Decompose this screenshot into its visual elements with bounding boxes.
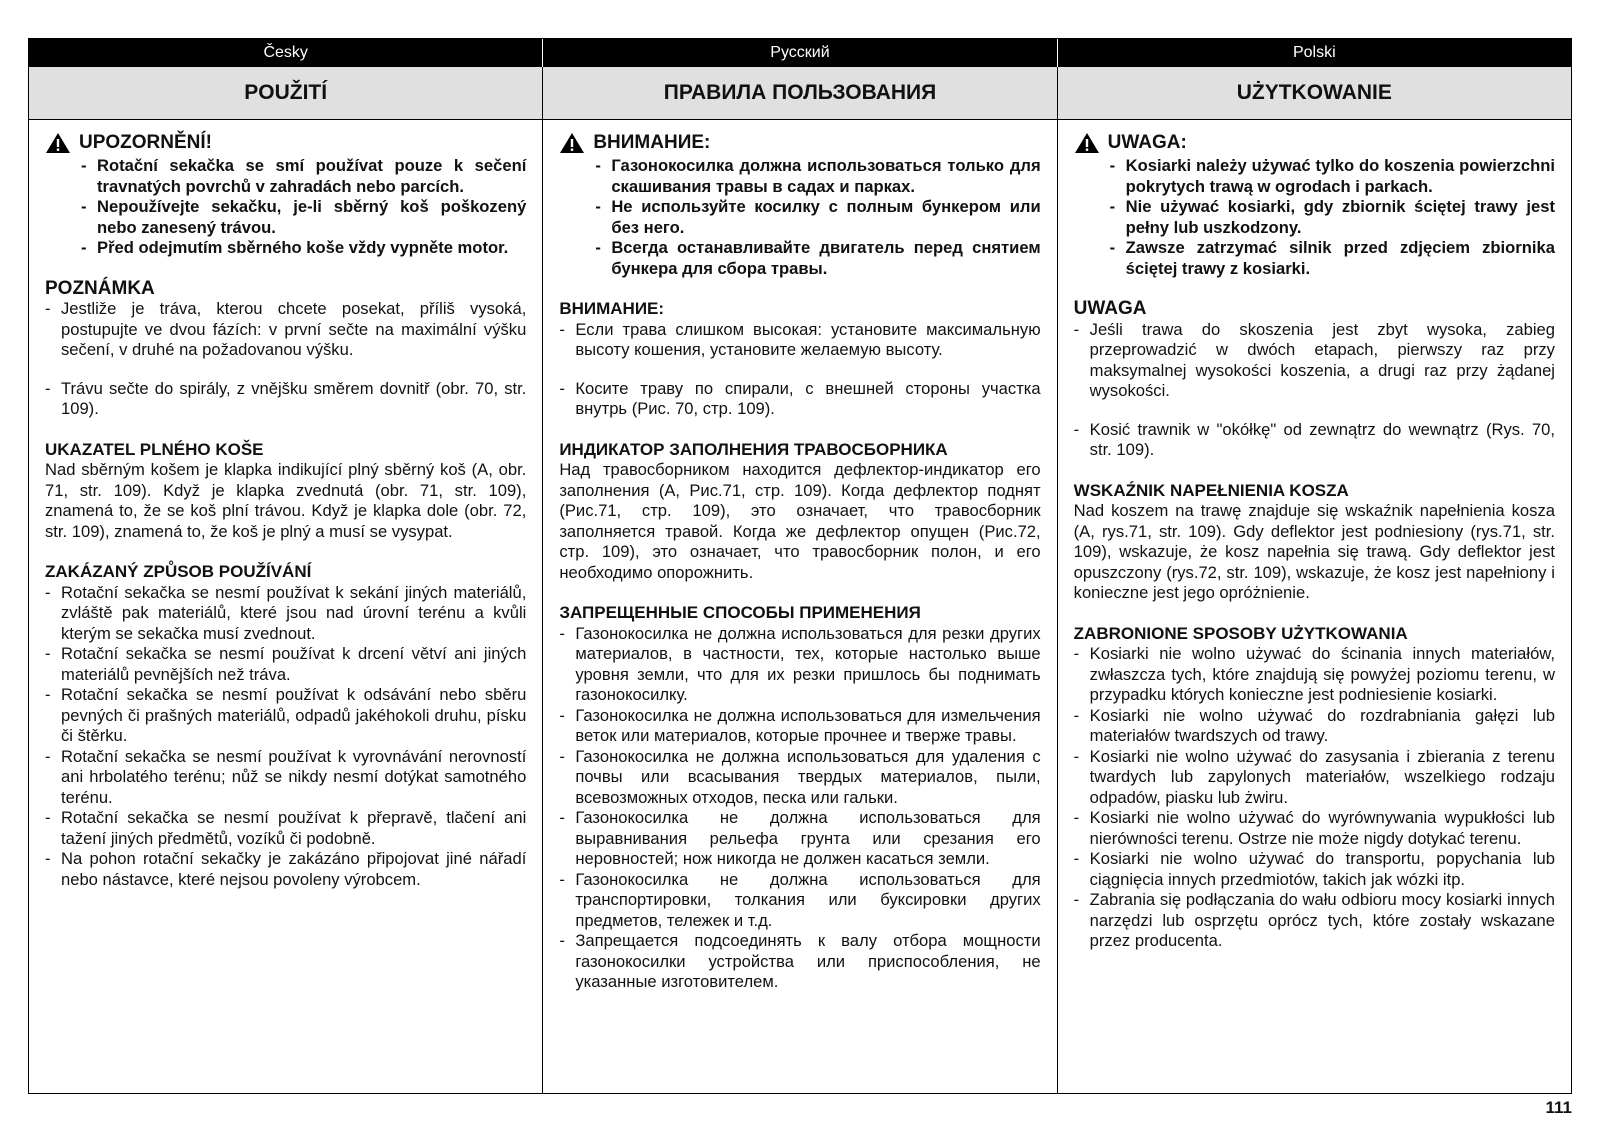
section-title-row — [29, 67, 1571, 120]
forbidden-item: - Газонокосилка не должна использоваться для резки других материалов, в частности, тех, которые настолько выше уровня земли, что для их резки пришлось бы поднимать газонокосилку. — [559, 624, 1040, 706]
warning-item: - Nepoužívejte sekačku, je-li sběrný koš poškozený nebo zanesený trávou. — [81, 197, 526, 238]
note-item: - Jeśli trawa do skoszenia jest zbyt wysoka, zabieg przeprowadzić w dwóch etapach, pierwszy raz przy maksymalnej wysokości koszenia, a drugi raz przy żądanej wysokości. — [1074, 320, 1555, 402]
note-heading: POZNÁMKA — [45, 277, 155, 299]
warning-list — [81, 156, 526, 259]
warning-item: - Před odejmutím sběrného koše vždy vypněte motor. — [81, 238, 526, 259]
content-columns — [29, 120, 1571, 1094]
warning-heading — [559, 132, 1040, 154]
forbidden-item: - Kosiarki nie wolno używać do rozdrabniania gałęzi lub materiałów twardszych od trawy. — [1074, 706, 1555, 747]
note-list — [45, 299, 526, 420]
forbidden-heading: ZAKÁZANÝ ZPŮSOB POUŽÍVÁNÍ — [45, 562, 312, 581]
forbidden-item: - Запрещается подсоединять к валу отбора мощности газонокосилки устройства или приспособления, не указанные изготовителем. — [559, 931, 1040, 993]
indicator-text: Над травосборником находится дефлектор-индикатор его заполнения (A, Рис.71, стр. 109). Когда дефлектор поднят (Рис.71, стр. 109), это означает, что травосборник заполняется травой. Когда же дефлектор опущен (Рис.72, стр. 109), это означает, что травосборник полон, и его необходимо опорожнить. — [559, 460, 1041, 582]
warning-heading — [45, 132, 526, 154]
warning-triangle-icon — [45, 132, 71, 154]
note-list — [1074, 320, 1555, 461]
section-title-czech: POUŽITÍ — [29, 67, 543, 119]
note-list — [559, 320, 1040, 420]
warning-item: - Zawsze zatrzymać silnik przed zdjęciem zbiornika ściętej trawy z kosiarki. — [1110, 238, 1555, 279]
forbidden-item: - Rotační sekačka se nesmí používat k přepravě, tlačení ani tažení jiných předmětů, vozíků či podobně. — [45, 808, 526, 849]
column-czech — [29, 120, 543, 1094]
warning-item: - Газонокосилка должна использоваться только для скашивания травы в садах и парках. — [595, 156, 1040, 197]
warning-item: - Nie używać kosiarki, gdy zbiornik ściętej trawy jest pełny lub uszkodzony. — [1110, 197, 1555, 238]
forbidden-item: - Rotační sekačka se nesmí používat k drcení větví ani jiných materiálů pevnějších než tráva. — [45, 644, 526, 685]
note-heading: UWAGA — [1073, 298, 1147, 319]
indicator-heading: ИНДИКАТОР ЗАПОЛНЕНИЯ ТРАВОСБОРНИКА — [559, 439, 948, 459]
indicator-text: Nad sběrným košem je klapka indikující plný sběrný koš (A, obr. 71, str. 109). Když je klapka zvednutá (obr. 71, str. 109), znamená to, že se koš plní trávou. Když je klapka dole (obr. 72, str. 109), znamená to, že koš je plný a musí se vysypat. — [45, 460, 527, 541]
column-polish — [1058, 120, 1571, 1094]
indicator-heading: WSKAŹNIK NAPEŁNIENIA KOSZA — [1073, 480, 1349, 500]
warning-triangle-icon — [1074, 132, 1100, 154]
page-number: 111 — [1545, 1098, 1572, 1117]
forbidden-list — [45, 583, 526, 891]
warning-item: - Kosiarki należy używać tylko do koszenia powierzchni pokrytych trawą w ogrodach i parkach. — [1110, 156, 1555, 197]
section-title-polish: UŻYTKOWANIE — [1236, 81, 1392, 104]
forbidden-item: - Kosiarki nie wolno używać do zasysania i zbierania z terenu twardych lub zapylonych materiałów, wszelkiego rodzaju odpadów, piasku lub żwiru. — [1074, 747, 1555, 809]
forbidden-item: - Rotační sekačka se nesmí používat k vyrovnávání nerovností ani hrbolatého terénu; nůž se nikdy nesmí dotýkat samotného terénu. — [45, 747, 526, 809]
warning-title: UWAGA: — [1107, 131, 1187, 153]
forbidden-item: - Na pohon rotační sekačky je zakázáno připojovat jiné nářadí nebo nástavce, které nejsou povoleny výrobcem. — [45, 849, 526, 890]
forbidden-item: - Газонокосилка не должна использоваться для измельчения веток или материалов, которые прочнее и тверже травы. — [559, 706, 1040, 747]
language-label-czech: Česky — [29, 39, 543, 67]
section-title-russian: ПРАВИЛА ПОЛЬЗОВАНИЯ — [543, 67, 1057, 119]
note-item: - Jestliže je tráva, kterou chcete posekat, příliš vysoká, postupujte ve dvou fázích: v první sečte na maximální výšku sečení, v druhé na požadovanou výšku. — [45, 299, 526, 361]
forbidden-heading: ZABRONIONE SPOSOBY UŻYTKOWANIA — [1073, 623, 1408, 643]
forbidden-item: - Kosiarki nie wolno używać do ścinania innych materiałów, zwłaszcza tych, które znajdują się powyżej poziomu terenu, w przypadku których konieczne jest podniesienie kosiarki. — [1074, 644, 1555, 706]
forbidden-list — [1074, 644, 1555, 952]
indicator-text: Nad koszem na trawę znajduje się wskaźnik napełnienia kosza (A, rys.71, str. 109). Gdy deflektor jest podniesiony (rys.71, str. 109), wskazuje, że kosz napełnia się trawą. Gdy deflektor jest opuszczony (rys.72, str. 109), wskazuje, że kosz jest napełniony i konieczne jest jego opróżnienie. — [1073, 501, 1555, 602]
warning-item: - Не используйте косилку с полным бункером или без него. — [595, 197, 1040, 238]
indicator-heading: UKAZATEL PLNÉHO KOŠE — [45, 439, 264, 459]
language-label-polish: Polski — [1292, 44, 1336, 61]
warning-item: - Всегда останавливайте двигатель перед снятием бункера для сбора травы. — [595, 238, 1040, 279]
note-item: - Косите траву по спирали, с внешней стороны участка внутрь (Рис. 70, стр. 109). — [559, 379, 1040, 420]
note-item: - Kosić trawnik w "okółkę" od zewnątrz do wewnątrz (Rys. 70, str. 109). — [1074, 420, 1555, 461]
forbidden-item: - Kosiarki nie wolno używać do transportu, popychania lub ciągnięcia innych przedmiotów, takich jak wózki itp. — [1074, 849, 1555, 890]
note-item: - Если трава слишком высокая: установите максимальную высоту кошения, установите желаемую высоту. — [559, 320, 1040, 361]
warning-title: UPOZORNĚNÍ! — [79, 131, 212, 153]
warning-list — [1110, 156, 1555, 279]
forbidden-item: - Kosiarki nie wolno używać do wyrównywania wypukłości lub nierówności terenu. Ostrze nie może nigdy dotykać terenu. — [1074, 808, 1555, 849]
forbidden-item: - Газонокосилка не должна использоваться для транспортировки, толкания или буксировки других предметов, тележек и т.д. — [559, 870, 1040, 932]
forbidden-item: - Zabrania się podłączania do wału odbioru mocy kosiarki innych narzędzi lub osprzętu oprócz tych, które zostały wskazane przez producenta. — [1074, 890, 1555, 952]
warning-item: - Rotační sekačka se smí používat pouze k sečení travnatých povrchů v zahradách nebo parcích. — [81, 156, 526, 197]
language-header-row — [29, 39, 1571, 67]
column-russian — [543, 120, 1057, 1094]
warning-heading — [1074, 132, 1555, 154]
warning-title: ВНИМАНИЕ: — [593, 131, 711, 153]
language-label-russian: Русский — [543, 39, 1057, 67]
forbidden-item: - Газонокосилка не должна использоваться для удаления с почвы или всасывания твердых материалов, пыли, всевозможных отходов, песка или гальки. — [559, 747, 1040, 809]
warning-list — [595, 156, 1040, 279]
forbidden-item: - Газонокосилка не должна использоваться для выравнивания рельефа грунта или срезания его неровностей; нож никогда не должен касаться земли. — [559, 808, 1040, 870]
manual-page-frame — [28, 38, 1572, 1094]
forbidden-item: - Rotační sekačka se nesmí používat k sekání jiných materiálů, zvláště pak materiálů, které jsou nad úrovní terénu a kvůli kterým se sekačka musí zvednout. — [45, 583, 526, 645]
forbidden-heading: ЗАПРЕЩЕННЫЕ СПОСОБЫ ПРИМЕНЕНИЯ — [559, 603, 921, 622]
note-heading: ВНИМАНИЕ: — [559, 299, 665, 318]
note-item: - Trávu sečte do spirály, z vnějšku směrem dovnitř (obr. 70, str. 109). — [45, 379, 526, 420]
warning-triangle-icon — [559, 132, 585, 154]
forbidden-item: - Rotační sekačka se nesmí používat k odsávání nebo sběru pevných či prašných materiálů, odpadů jakéhokoli druhu, písku či štěrku. — [45, 685, 526, 747]
forbidden-list — [559, 624, 1040, 993]
